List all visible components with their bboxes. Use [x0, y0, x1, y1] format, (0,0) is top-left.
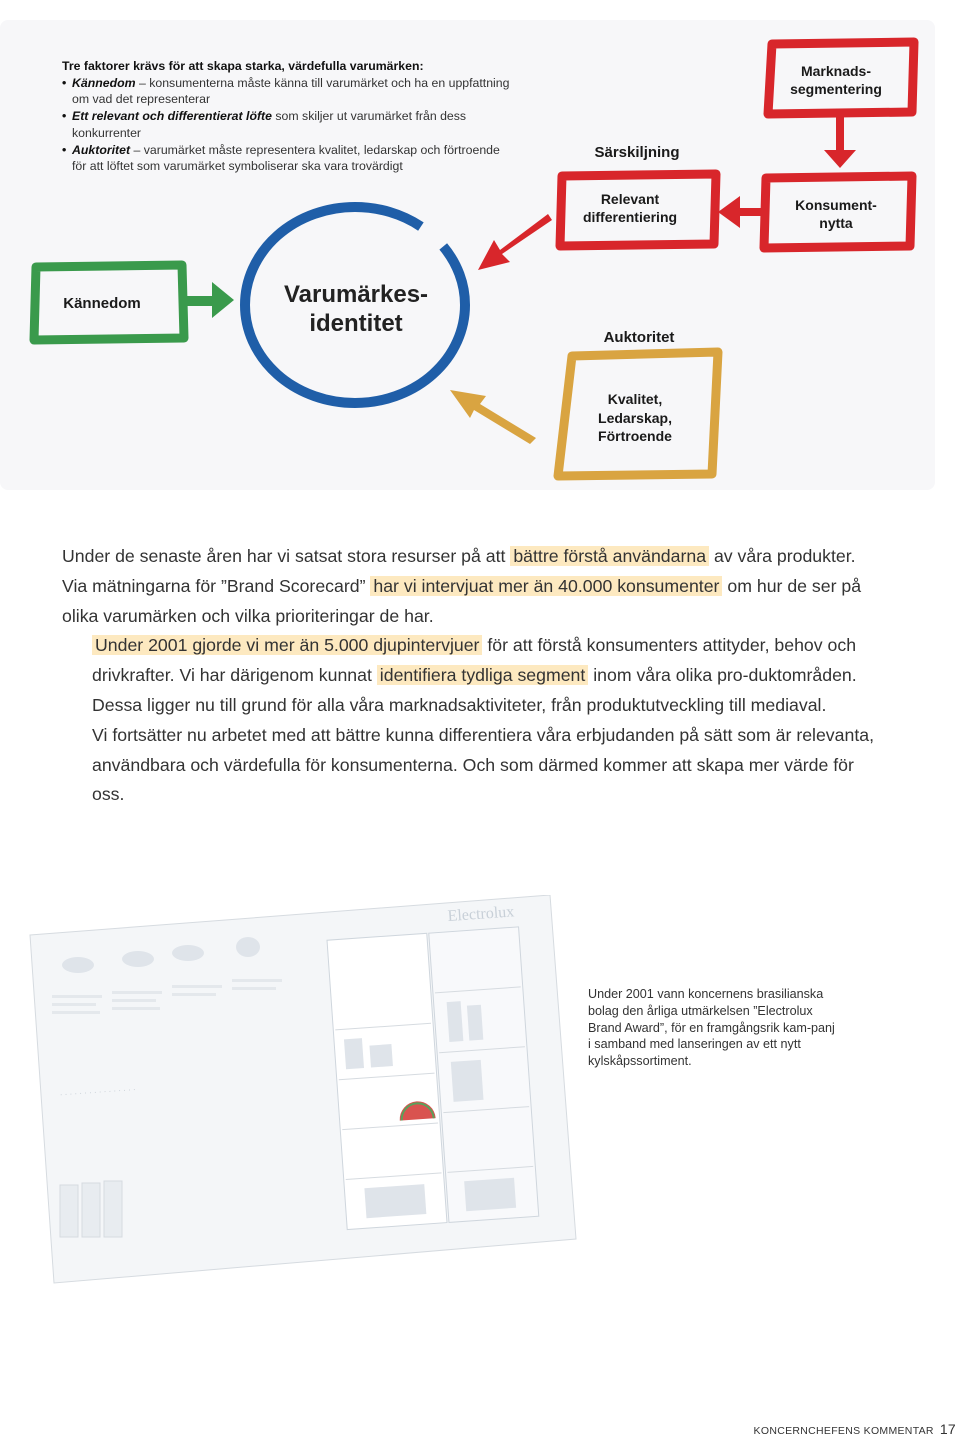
- intro-heading: Tre faktorer krävs för att skapa starka, värdefulla varumärken:: [62, 59, 424, 73]
- green-arrow-icon: [186, 282, 234, 318]
- svg-text:· · · · · · · · · · · · · · ·: · · · · · · · · · · · · · · · ·: [59, 1084, 136, 1099]
- down-arrow-icon: [824, 114, 856, 168]
- paragraph-1: Under de senaste åren har vi satsat stora resurser på att bättre förstå användarna av våra produkter. Via mätningarna för ”Brand Scorecard” har vi intervjuat mer än 40.000 konsumenter om hur de ser på olika varumärken och vilka prioriteringar de har.: [62, 546, 862, 626]
- relevant-label: Relevant differentiering: [582, 191, 678, 225]
- refrigerator-ad-image: [28, 895, 578, 1285]
- page-number: 17: [939, 1421, 956, 1437]
- konsument-label: Konsument- nytta: [795, 197, 877, 231]
- marknads-label: Marknads- segmentering: [790, 63, 882, 97]
- ad-brand-logo: Electrolux: [447, 903, 515, 925]
- intro-item-3: • Auktoritet – varumärket måste representera kvalitet, ledarskap och förtroende för att löftet som varumärket symboliserar ska vara trovärdigt: [62, 142, 512, 175]
- center-label: Varumärkes- identitet: [283, 281, 429, 337]
- intro-item-1: • Kännedom – konsumenterna måste känna till varumärket och ha en uppfattning om vad det representerar: [62, 75, 512, 108]
- paragraph-2: Under 2001 gjorde vi mer än 5.000 djupintervjuer för att förstå konsumenters attityder, behov och drivkrafter. Vi har därigenom kunnat identifiera tydliga segment inom våra olika pro-duktområden. Dessa ligger nu till grund för alla våra marknadsaktiviteter, från produktutveckling till mediaval.: [92, 635, 857, 715]
- body-text: [62, 542, 882, 810]
- section-title: KONCERNCHEFENS KOMMENTAR: [753, 1425, 934, 1437]
- paragraph-3: Vi fortsätter nu arbetet med att bättre kunna differentiera våra erbjudanden på sätt som är relevanta, användbara och värdefulla för konsumenterna. Och som därmed kommer att skapa mer värde för oss.: [92, 724, 874, 805]
- gold-arrow-icon: [450, 390, 536, 444]
- sarskiljning-label: Särskiljning: [594, 144, 680, 161]
- ad-caption: Under 2001 vann koncernens brasilianska bolag den årliga utmärkelsen ”Electrolux Brand Award”, för en framgångsrik kam-panj i samband med lanseringen av ett nytt kylskåpssortiment.: [588, 987, 835, 1069]
- kvalitet-label: Kvalitet, Ledarskap, Förtroende: [598, 391, 672, 444]
- kannedom-label: Kännedom: [63, 295, 141, 312]
- intro-item-2: • Ett relevant och differentierat löfte som skiljer ut varumärket från dess konkurrenter: [62, 108, 512, 141]
- diag-red-arrow-icon: [478, 214, 552, 270]
- left-arrow-icon: [718, 196, 764, 228]
- auktoritet-label: Auktoritet: [603, 329, 675, 346]
